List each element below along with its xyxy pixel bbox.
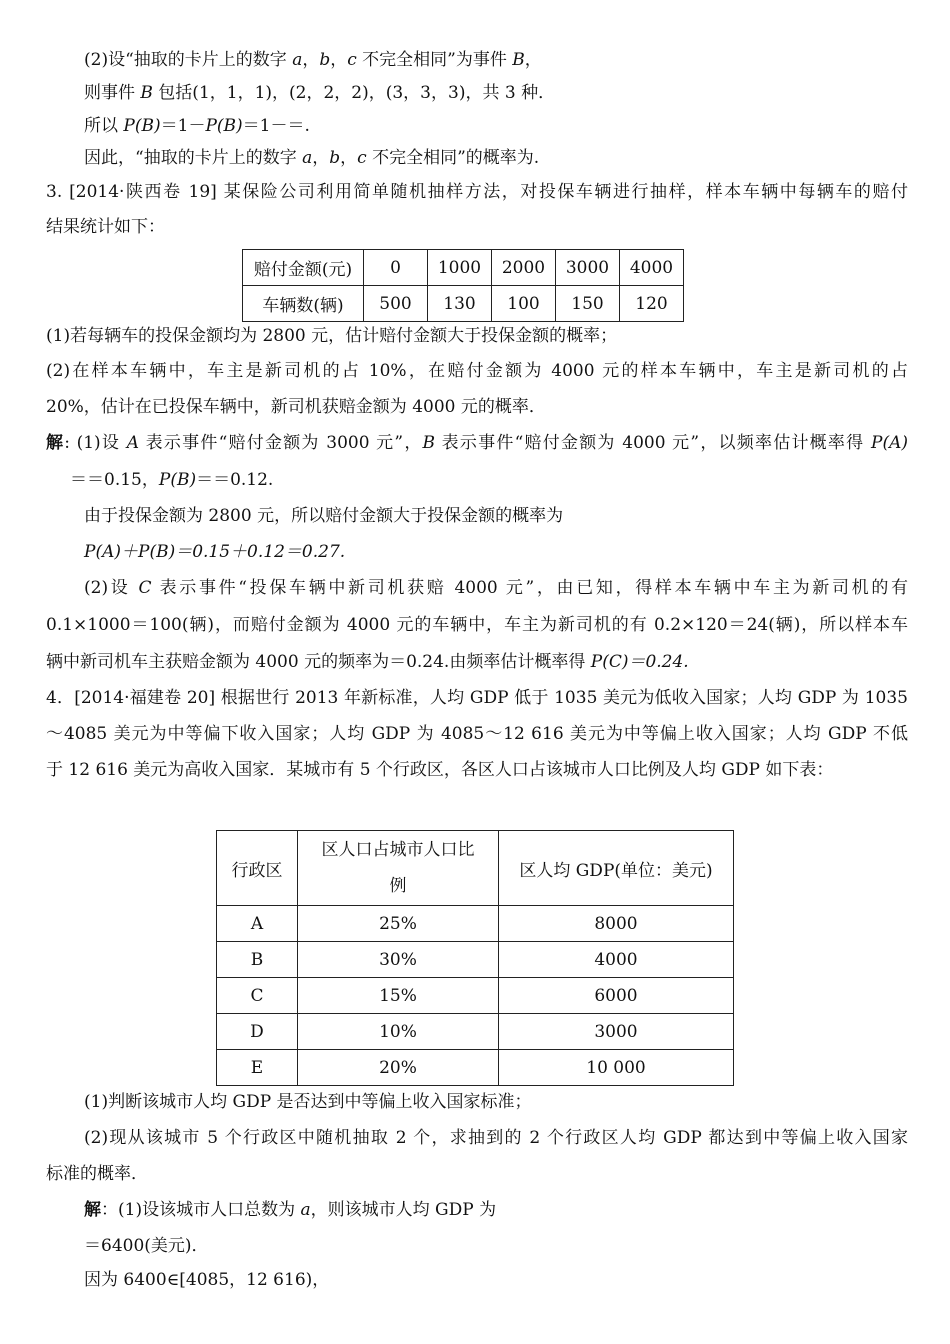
table-cell: 0 — [364, 250, 428, 286]
q4-part2-line2: 标准的概率． — [46, 1164, 148, 1184]
table-row — [217, 1014, 734, 1050]
table-cell: 150 — [556, 286, 620, 322]
q4-part1: (1)判断该城市人均 GDP 是否达到中等偏上收入国家标准； — [84, 1092, 532, 1112]
table-header-cell: 行政区 — [217, 831, 298, 906]
table-cell: 10% — [298, 1014, 499, 1050]
table-cell: A — [217, 906, 298, 942]
text-line: 辆中新司机车主获赔金额为 4000 元的频率为＝0.24.由频率估计概率得 P(C)＝0.24. — [46, 652, 689, 672]
table-cell: 3000 — [499, 1014, 734, 1050]
table-header-row — [217, 831, 734, 906]
q3-part1: (1)若每辆车的投保金额均为 2800 元，估计赔付金额大于投保金额的概率； — [46, 326, 618, 346]
table-row — [243, 286, 684, 322]
table-cell: 25% — [298, 906, 499, 942]
table-header-cell: 区人均 GDP(单位：美元) — [499, 831, 734, 906]
q4-stem-line1: 4．[2014·福建卷 20] 根据世行 2013 年新标准，人均 GDP 低于 1035 美元为低收入国家；人均 GDP 为 1035 — [46, 688, 908, 708]
table-cell: 100 — [492, 286, 556, 322]
text-line: (2)设“抽取的卡片上的数字 a，b，c 不完全相同”为事件 B， — [84, 50, 542, 70]
q4-stem-line2: ～4085 美元为中等偏下收入国家；人均 GDP 为 4085～12 616 美元为中等偏上收入国家；人均 GDP 不低 — [46, 724, 908, 744]
table-cell: 3000 — [556, 250, 620, 286]
q3-stem-line2: 结果统计如下： — [46, 217, 165, 237]
table-cell: 130 — [428, 286, 492, 322]
table-cell: 4000 — [499, 942, 734, 978]
table-cell: 赔付金额(元) — [243, 250, 364, 286]
text-line: 则事件 B 包括(1，1，1)，(2，2，2)，(3，3，3)，共 3 种． — [84, 83, 556, 103]
table-cell: 车辆数(辆) — [243, 286, 364, 322]
district-table — [216, 830, 734, 1086]
q4-solution-line1: 解：(1)设该城市人口总数为 a，则该城市人均 GDP 为 — [84, 1200, 497, 1220]
table-cell: 8000 — [499, 906, 734, 942]
q3-solution-line1: 解: (1)设 A 表示事件“赔付金额为 3000 元”，B 表示事件“赔付金额为 4000 元”，以频率估计概率得 P(A) — [46, 433, 908, 453]
table-cell: 10 000 — [499, 1050, 734, 1086]
table-row — [217, 906, 734, 942]
q3-part2-line2: 20%，估计在已投保车辆中，新司机获赔金额为 4000 元的概率． — [46, 397, 546, 417]
table-cell: B — [217, 942, 298, 978]
table-cell: D — [217, 1014, 298, 1050]
table-cell: 2000 — [492, 250, 556, 286]
q4-part2-line1: (2)现从该城市 5 个行政区中随机抽取 2 个，求抽到的 2 个行政区人均 GDP 都达到中等偏上收入国家 — [84, 1128, 908, 1148]
text-line: 因为 6400∈[4085，12 616)， — [84, 1270, 330, 1290]
table-cell: 30% — [298, 942, 499, 978]
claims-table — [242, 249, 684, 322]
text-line: 0.1×1000＝100(辆)，而赔付金额为 4000 元的车辆中，车主为新司机的有 0.2×120＝24(辆)，所以样本车 — [46, 615, 908, 635]
table-row — [243, 250, 684, 286]
text-line: 因此，“抽取的卡片上的数字 a，b，c 不完全相同”的概率为. — [84, 148, 540, 168]
text-line: 由于投保金额为 2800 元，所以赔付金额大于投保金额的概率为 — [84, 506, 564, 526]
text-line: 所以 P(B)＝1－P(B)＝1－＝. — [84, 116, 310, 136]
table-cell: C — [217, 978, 298, 1014]
table-cell: 1000 — [428, 250, 492, 286]
table-cell: 4000 — [620, 250, 684, 286]
table-row — [217, 978, 734, 1014]
table-row — [217, 942, 734, 978]
table-cell: 120 — [620, 286, 684, 322]
text-line: ＝＝0.15，P(B)＝＝0.12. — [70, 470, 274, 490]
q3-part2-line1: (2)在样本车辆中，车主是新司机的占 10%，在赔付金额为 4000 元的样本车辆中，车主是新司机的占 — [46, 361, 908, 381]
q3-stem-line1: 3. [2014·陕西卷 19] 某保险公司利用简单随机抽样方法，对投保车辆进行抽样，样本车辆中每辆车的赔付 — [46, 182, 908, 202]
table-cell: E — [217, 1050, 298, 1086]
table-cell: 20% — [298, 1050, 499, 1086]
text-line: P(A)＋P(B)＝0.15＋0.12＝0.27. — [84, 542, 346, 562]
table-cell: 15% — [298, 978, 499, 1014]
text-line: ＝6400(美元)． — [84, 1236, 209, 1256]
table-row — [217, 1050, 734, 1086]
text-line: (2)设 C 表示事件“投保车辆中新司机获赔 4000 元”，由已知，得样本车辆中车主为新司机的有 — [84, 578, 909, 598]
table-cell: 6000 — [499, 978, 734, 1014]
table-header-cell: 区人口占城市人口比 例 — [298, 831, 499, 906]
q4-stem-line3: 于 12 616 美元为高收入国家．某城市有 5 个行政区，各区人口占该城市人口比例及人均 GDP 如下表： — [46, 760, 834, 780]
table-cell: 500 — [364, 286, 428, 322]
